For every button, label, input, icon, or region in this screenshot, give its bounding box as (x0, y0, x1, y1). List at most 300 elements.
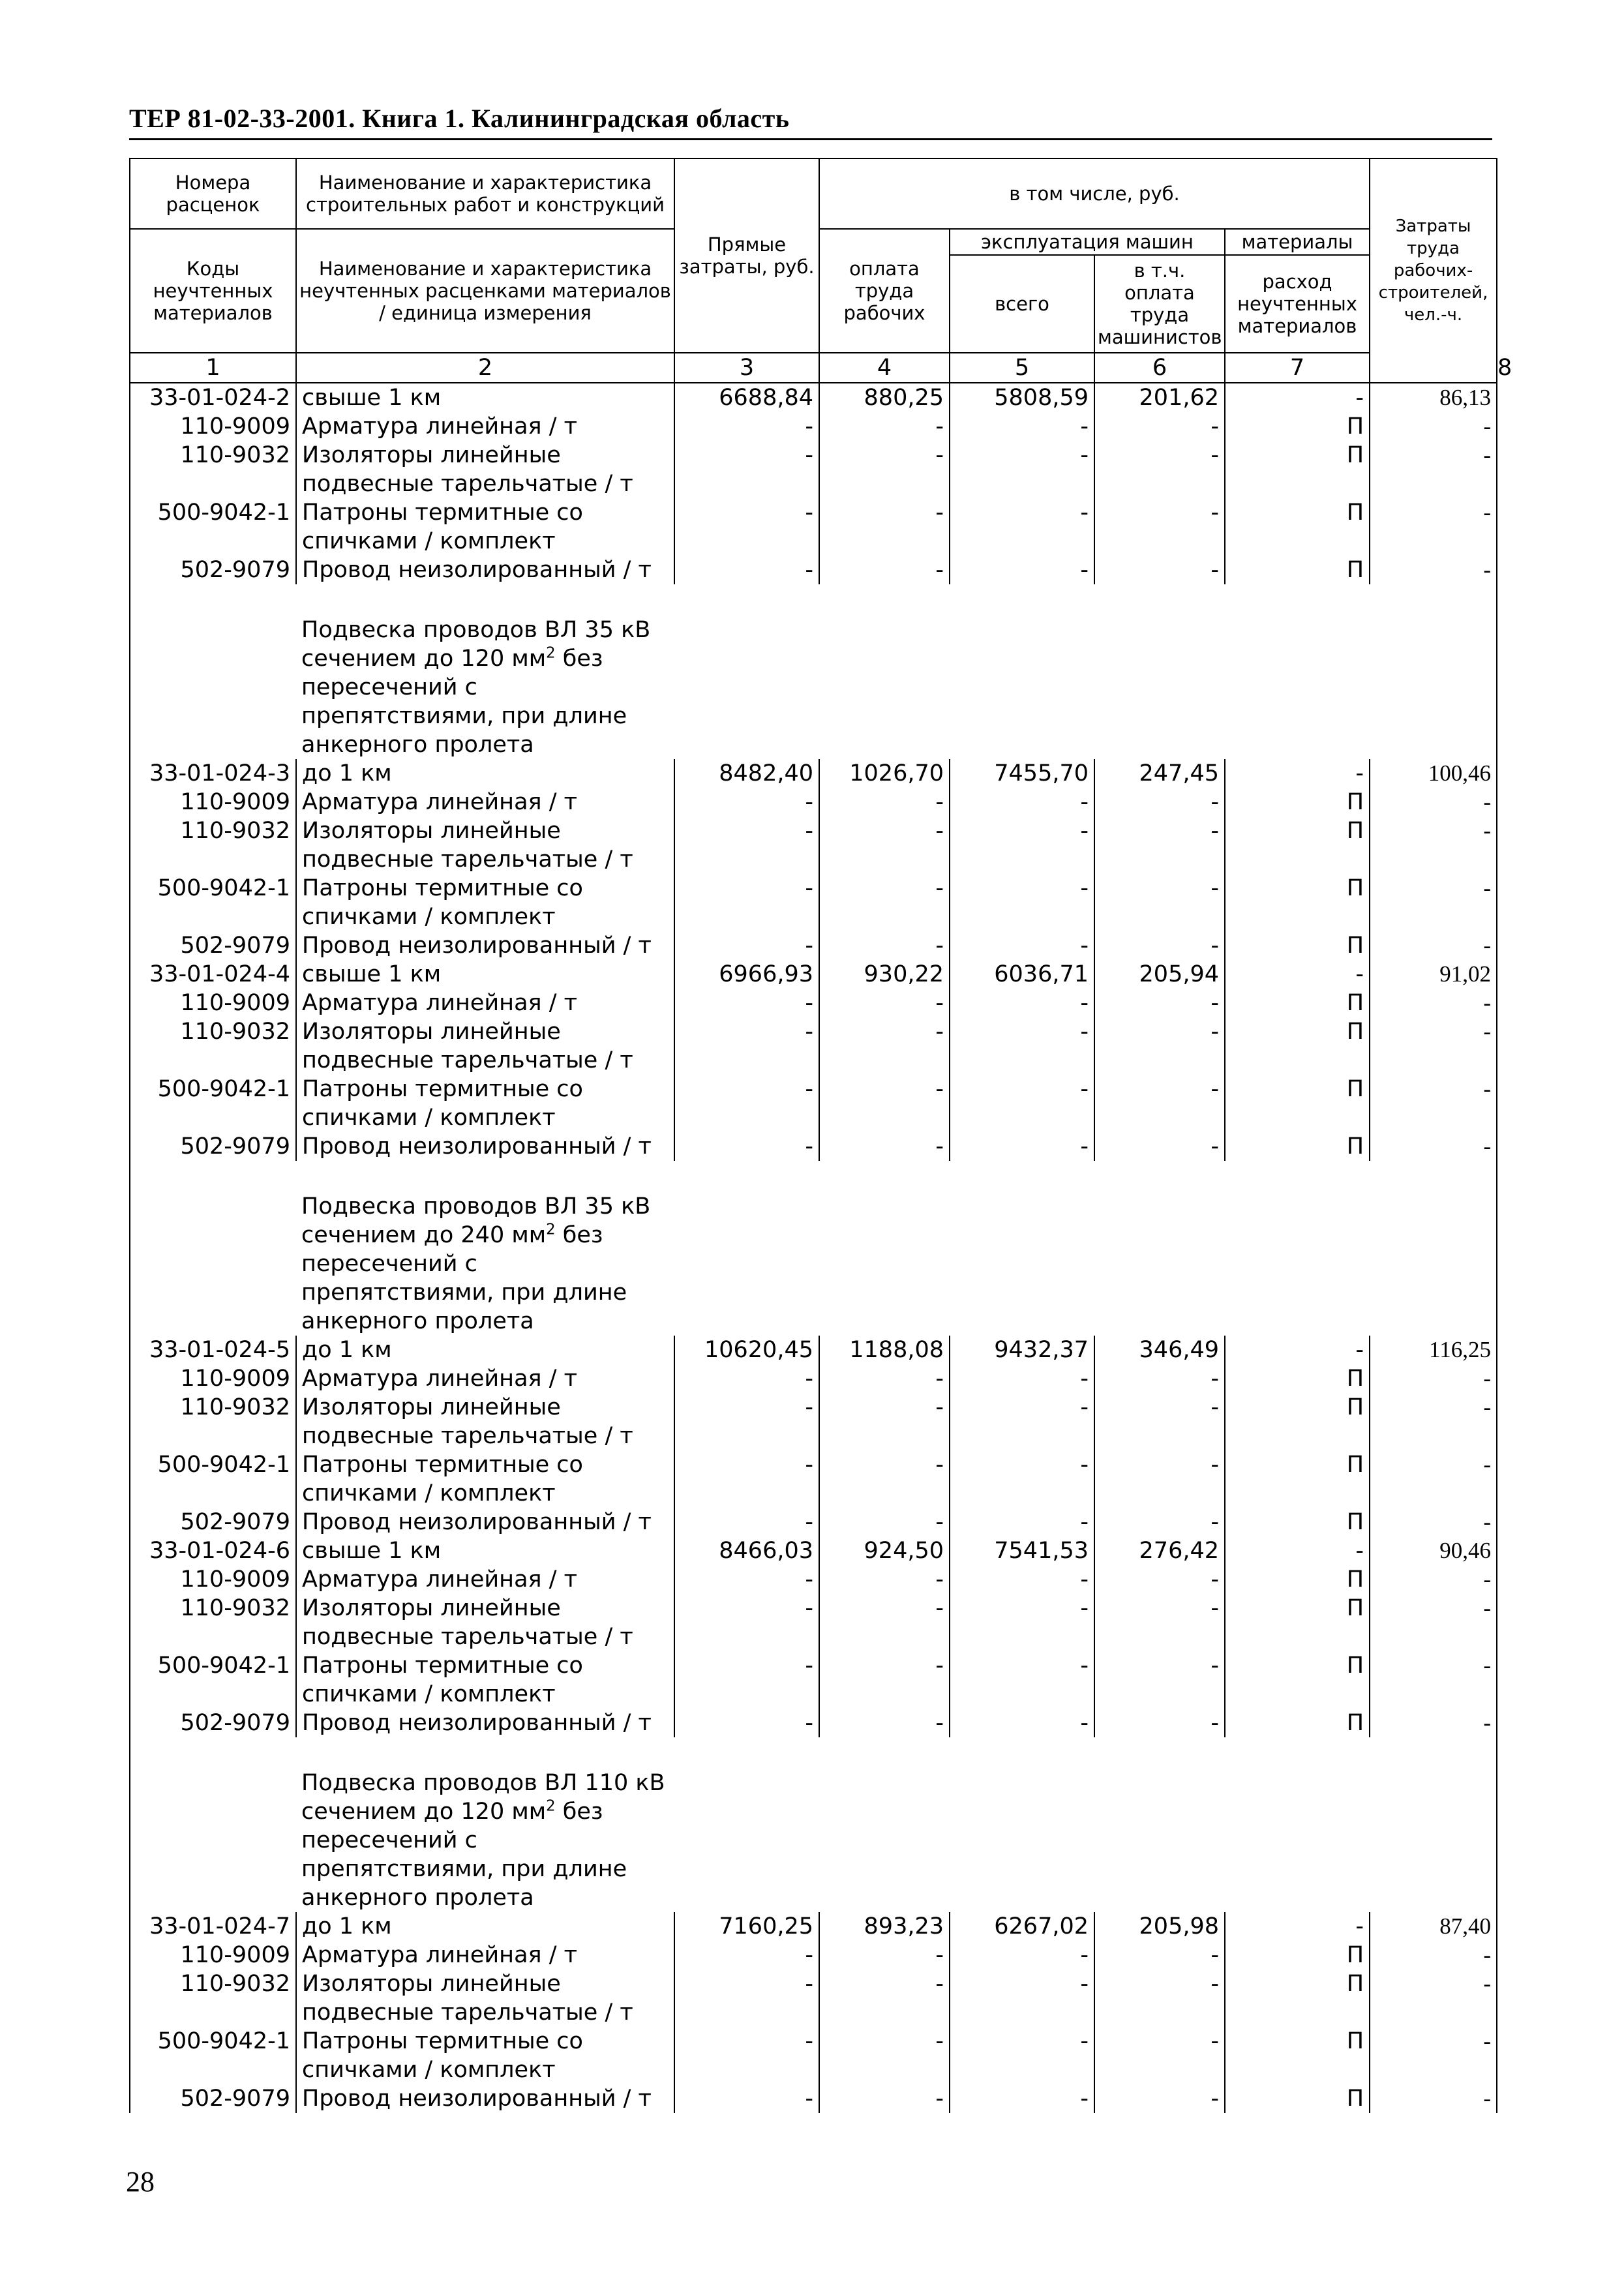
material-code: 110-9009 (130, 1364, 296, 1393)
machine-wages-cell: - (1094, 2084, 1225, 2113)
material-row (130, 1594, 1497, 1651)
col-num-6: 6 (1094, 353, 1225, 383)
wages-cell: 1188,08 (819, 1336, 950, 1364)
col-num-1: 1 (130, 353, 296, 383)
direct-costs-cell: - (674, 498, 819, 556)
group-heading-superscript: 2 (546, 1797, 556, 1815)
direct-costs-cell: - (674, 816, 819, 874)
table-header (130, 158, 1512, 383)
group-heading-text-tail: без пересечений с препятствиями, при длине анкерного пролета (301, 1799, 627, 1911)
wages-cell: - (819, 1969, 950, 2027)
wages-cell: - (819, 1508, 950, 1536)
group-heading-title (296, 584, 1497, 759)
material-code: 500-9042-1 (130, 1651, 296, 1709)
wages-cell: - (819, 1941, 950, 1969)
wages-cell: - (819, 874, 950, 931)
direct-costs-cell: - (674, 1450, 819, 1508)
direct-costs-cell: - (674, 1941, 819, 1969)
machine-total-cell: - (950, 788, 1094, 816)
material-row (130, 412, 1497, 441)
col-materials: материалы (1225, 229, 1370, 255)
material-name: Арматура линейная / т (296, 1565, 674, 1594)
machine-wages-cell: - (1094, 412, 1225, 441)
machine-wages-cell: - (1094, 1017, 1225, 1075)
direct-costs-cell: - (674, 1132, 819, 1161)
machine-total-cell: - (950, 498, 1094, 556)
machine-total-cell: 7455,70 (950, 759, 1094, 788)
wages-cell: - (819, 1393, 950, 1450)
material-row (130, 1565, 1497, 1594)
machine-total-cell: - (950, 1565, 1094, 1594)
direct-costs-cell: - (674, 2027, 819, 2084)
labor-cell: - (1370, 1941, 1497, 1969)
materials-cell: П (1225, 412, 1370, 441)
machine-wages-cell: - (1094, 1132, 1225, 1161)
direct-costs-cell: - (674, 931, 819, 960)
machine-wages-cell: - (1094, 1941, 1225, 1969)
machine-total-cell: - (950, 1709, 1094, 1737)
materials-cell: П (1225, 1709, 1370, 1737)
direct-costs-cell: 6688,84 (674, 383, 819, 412)
material-row (130, 931, 1497, 960)
rate-row (130, 960, 1497, 989)
material-code: 110-9009 (130, 1941, 296, 1969)
rate-name: до 1 км (296, 1336, 674, 1364)
machine-total-cell: - (950, 441, 1094, 498)
machine-wages-cell: - (1094, 874, 1225, 931)
materials-cell: П (1225, 2084, 1370, 2113)
material-row (130, 989, 1497, 1017)
materials-cell: П (1225, 441, 1370, 498)
direct-costs-cell: - (674, 1075, 819, 1132)
direct-costs-cell: - (674, 1709, 819, 1737)
wages-cell: - (819, 498, 950, 556)
machine-wages-cell: - (1094, 2027, 1225, 2084)
labor-cell: - (1370, 1450, 1497, 1508)
material-name: Арматура линейная / т (296, 412, 674, 441)
material-code: 110-9009 (130, 989, 296, 1017)
machine-wages-cell: - (1094, 1709, 1225, 1737)
labor-cell: - (1370, 412, 1497, 441)
group-heading-row (130, 1737, 1497, 1912)
material-name: Провод неизолированный / т (296, 556, 674, 584)
machine-total-cell: - (950, 412, 1094, 441)
material-row (130, 1651, 1497, 1709)
direct-costs-cell: - (674, 1364, 819, 1393)
machine-wages-cell: - (1094, 1364, 1225, 1393)
materials-cell: П (1225, 1132, 1370, 1161)
labor-cell: - (1370, 1709, 1497, 1737)
material-name: Патроны термитные со спичками / комплект (296, 498, 674, 556)
machine-total-cell: - (950, 1132, 1094, 1161)
machine-total-cell: - (950, 1651, 1094, 1709)
material-row (130, 874, 1497, 931)
machine-total-cell: - (950, 1450, 1094, 1508)
direct-costs-cell: - (674, 556, 819, 584)
materials-cell: - (1225, 960, 1370, 989)
material-code: 110-9032 (130, 1969, 296, 2027)
wages-cell: - (819, 1594, 950, 1651)
material-name: Арматура линейная / т (296, 1941, 674, 1969)
machine-total-cell: - (950, 931, 1094, 960)
material-name: Провод неизолированный / т (296, 1508, 674, 1536)
material-code: 502-9079 (130, 1709, 296, 1737)
material-name: Патроны термитные со спичками / комплект (296, 2027, 674, 2084)
labor-cell: - (1370, 1565, 1497, 1594)
direct-costs-cell: - (674, 1969, 819, 2027)
material-name: Изоляторы линейные подвесные тарельчатые / т (296, 1594, 674, 1651)
material-row (130, 498, 1497, 556)
material-code: 500-9042-1 (130, 1450, 296, 1508)
wages-cell: - (819, 2084, 950, 2113)
col-material-name: Наименование и характеристика неучтенных расценками материалов / единица измерения (296, 229, 674, 353)
material-name: Изоляторы линейные подвесные тарельчатые / т (296, 441, 674, 498)
direct-costs-cell: - (674, 788, 819, 816)
machine-total-cell: - (950, 1075, 1094, 1132)
machine-wages-cell: 346,49 (1094, 1336, 1225, 1364)
group-heading-text-tail: без пересечений с препятствиями, при длине анкерного пролета (301, 646, 627, 758)
col-materials-consumption: расход неучтенных материалов (1225, 255, 1370, 353)
wages-cell: - (819, 989, 950, 1017)
labor-cell: 116,25 (1370, 1336, 1497, 1364)
direct-costs-cell: 8482,40 (674, 759, 819, 788)
labor-cell: - (1370, 1969, 1497, 2027)
col-rate-numbers: Номера расценок (130, 158, 296, 229)
materials-cell: - (1225, 759, 1370, 788)
header-rule (129, 138, 1492, 140)
direct-costs-cell: - (674, 874, 819, 931)
rate-code: 33-01-024-5 (130, 1336, 296, 1364)
labor-cell: - (1370, 498, 1497, 556)
material-row (130, 1364, 1497, 1393)
labor-cell: - (1370, 1594, 1497, 1651)
machine-total-cell: - (950, 1941, 1094, 1969)
materials-cell: - (1225, 1336, 1370, 1364)
machine-total-cell: 6267,02 (950, 1912, 1094, 1941)
machine-total-cell: - (950, 874, 1094, 931)
direct-costs-cell: 8466,03 (674, 1536, 819, 1565)
materials-cell: П (1225, 931, 1370, 960)
col-num-5: 5 (950, 353, 1094, 383)
direct-costs-cell: - (674, 412, 819, 441)
col-labor: Затраты труда рабочих-строителей, чел.-ч. (1370, 158, 1497, 383)
labor-cell: - (1370, 441, 1497, 498)
machine-wages-cell: - (1094, 931, 1225, 960)
wages-cell: 924,50 (819, 1536, 950, 1565)
rate-name: свыше 1 км (296, 1536, 674, 1565)
wages-cell: - (819, 1364, 950, 1393)
direct-costs-cell: - (674, 2084, 819, 2113)
group-heading-text-main: Подвеска проводов ВЛ 110 кВ сечением до 120 мм (301, 1770, 665, 1825)
materials-cell: - (1225, 383, 1370, 412)
materials-cell: П (1225, 1508, 1370, 1536)
machine-wages-cell: - (1094, 1565, 1225, 1594)
col-num-3: 3 (674, 353, 819, 383)
col-work-name: Наименование и характеристика строительных работ и конструкций (296, 158, 674, 229)
direct-costs-cell: - (674, 989, 819, 1017)
machine-wages-cell: - (1094, 1969, 1225, 2027)
machine-total-cell: - (950, 1594, 1094, 1651)
direct-costs-cell: - (674, 1594, 819, 1651)
materials-cell: П (1225, 2027, 1370, 2084)
col-material-codes: Коды неучтенных материалов (130, 229, 296, 353)
labor-cell: - (1370, 1017, 1497, 1075)
wages-cell: - (819, 1450, 950, 1508)
machine-wages-cell: - (1094, 556, 1225, 584)
direct-costs-cell: 7160,25 (674, 1912, 819, 1941)
machine-wages-cell: - (1094, 498, 1225, 556)
material-row (130, 1075, 1497, 1132)
labor-cell: - (1370, 556, 1497, 584)
machine-wages-cell: - (1094, 441, 1225, 498)
materials-cell: П (1225, 1393, 1370, 1450)
direct-costs-cell: - (674, 1393, 819, 1450)
material-name: Патроны термитные со спичками / комплект (296, 1450, 674, 1508)
wages-cell: 893,23 (819, 1912, 950, 1941)
col-including: в том числе, руб. (819, 158, 1370, 229)
group-heading-superscript: 2 (546, 1221, 556, 1238)
wages-cell: - (819, 1017, 950, 1075)
rate-row (130, 1536, 1497, 1565)
group-heading-code-cell (130, 584, 296, 759)
group-heading-text-main: Подвеска проводов ВЛ 35 кВ сечением до 240 мм (301, 1193, 651, 1248)
wages-cell: - (819, 2027, 950, 2084)
wages-cell: - (819, 1132, 950, 1161)
labor-cell: - (1370, 2084, 1497, 2113)
machine-total-cell: 9432,37 (950, 1336, 1094, 1364)
materials-cell: П (1225, 1565, 1370, 1594)
materials-cell: П (1225, 816, 1370, 874)
material-code: 110-9032 (130, 1594, 296, 1651)
material-name: Изоляторы линейные подвесные тарельчатые / т (296, 1393, 674, 1450)
material-row (130, 441, 1497, 498)
col-wages: оплата труда рабочих (819, 229, 950, 353)
material-code: 500-9042-1 (130, 874, 296, 931)
wages-cell: - (819, 1709, 950, 1737)
table-body (130, 383, 1497, 2113)
group-heading-code-cell (130, 1161, 296, 1336)
wages-cell: - (819, 1651, 950, 1709)
labor-cell: - (1370, 1364, 1497, 1393)
material-name: Провод неизолированный / т (296, 1132, 674, 1161)
machine-total-cell: - (950, 1393, 1094, 1450)
direct-costs-cell: - (674, 1651, 819, 1709)
material-row (130, 1017, 1497, 1075)
rate-row (130, 759, 1497, 788)
direct-costs-cell: - (674, 1017, 819, 1075)
labor-cell: 90,46 (1370, 1536, 1497, 1565)
material-code: 502-9079 (130, 556, 296, 584)
machine-wages-cell: - (1094, 788, 1225, 816)
material-row (130, 1941, 1497, 1969)
rate-code: 33-01-024-3 (130, 759, 296, 788)
machine-wages-cell: 201,62 (1094, 383, 1225, 412)
material-code: 502-9079 (130, 2084, 296, 2113)
materials-cell: П (1225, 989, 1370, 1017)
machine-wages-cell: 205,94 (1094, 960, 1225, 989)
labor-cell: - (1370, 1132, 1497, 1161)
wages-cell: - (819, 441, 950, 498)
labor-cell: - (1370, 1075, 1497, 1132)
material-code: 110-9009 (130, 1565, 296, 1594)
wages-cell: - (819, 788, 950, 816)
direct-costs-cell: 10620,45 (674, 1336, 819, 1364)
material-code: 110-9032 (130, 816, 296, 874)
machine-wages-cell: - (1094, 1651, 1225, 1709)
labor-cell: - (1370, 816, 1497, 874)
col-machine-total: всего (950, 255, 1094, 353)
material-code: 500-9042-1 (130, 2027, 296, 2084)
rate-name: свыше 1 км (296, 960, 674, 989)
material-name: Провод неизолированный / т (296, 931, 674, 960)
material-row (130, 1393, 1497, 1450)
col-machine-wages: в т.ч. оплата труда машинистов (1094, 255, 1225, 353)
document-header-title: ТЕР 81-02-33-2001. Книга 1. Калининградская область (129, 104, 790, 133)
group-heading-text (301, 1769, 667, 1912)
group-heading-text-main: Подвеска проводов ВЛ 35 кВ сечением до 120 мм (301, 617, 651, 672)
labor-cell: - (1370, 2027, 1497, 2084)
materials-cell: - (1225, 1912, 1370, 1941)
materials-cell: П (1225, 1075, 1370, 1132)
wages-cell: 930,22 (819, 960, 950, 989)
materials-cell: П (1225, 498, 1370, 556)
rate-row (130, 1912, 1497, 1941)
direct-costs-cell: 6966,93 (674, 960, 819, 989)
group-heading-row (130, 1161, 1497, 1336)
labor-cell: - (1370, 874, 1497, 931)
wages-cell: - (819, 816, 950, 874)
material-code: 110-9009 (130, 412, 296, 441)
rate-code: 33-01-024-7 (130, 1912, 296, 1941)
material-code: 110-9032 (130, 1393, 296, 1450)
group-heading-code-cell (130, 1737, 296, 1912)
labor-cell: 91,02 (1370, 960, 1497, 989)
direct-costs-cell: - (674, 1565, 819, 1594)
direct-costs-cell: - (674, 1508, 819, 1536)
material-name: Арматура линейная / т (296, 1364, 674, 1393)
material-code: 500-9042-1 (130, 1075, 296, 1132)
materials-cell: П (1225, 1364, 1370, 1393)
group-heading-superscript: 2 (546, 644, 556, 662)
rate-code: 33-01-024-4 (130, 960, 296, 989)
machine-wages-cell: 205,98 (1094, 1912, 1225, 1941)
material-name: Арматура линейная / т (296, 989, 674, 1017)
machine-wages-cell: - (1094, 1075, 1225, 1132)
material-code: 502-9079 (130, 1132, 296, 1161)
wages-cell: 1026,70 (819, 759, 950, 788)
material-code: 502-9079 (130, 931, 296, 960)
wages-cell: - (819, 1075, 950, 1132)
machine-total-cell: - (950, 1508, 1094, 1536)
machine-total-cell: 5808,59 (950, 383, 1094, 412)
page-number: 28 (126, 2166, 155, 2198)
machine-total-cell: - (950, 556, 1094, 584)
labor-cell: 100,46 (1370, 759, 1497, 788)
machine-total-cell: - (950, 1969, 1094, 2027)
machine-total-cell: - (950, 1017, 1094, 1075)
machine-total-cell: - (950, 2027, 1094, 2084)
rate-name: свыше 1 км (296, 383, 674, 412)
material-name: Патроны термитные со спичками / комплект (296, 1075, 674, 1132)
machine-total-cell: 7541,53 (950, 1536, 1094, 1565)
column-numbers-row: 1 2 3 4 5 6 7 8 (130, 353, 1497, 383)
rates-table (129, 158, 1512, 2113)
materials-cell: П (1225, 1450, 1370, 1508)
group-heading-text (301, 616, 667, 759)
group-heading-text (301, 1192, 667, 1336)
material-row (130, 816, 1497, 874)
rate-name: до 1 км (296, 759, 674, 788)
materials-cell: П (1225, 1969, 1370, 2027)
machine-total-cell: - (950, 2084, 1094, 2113)
material-name: Изоляторы линейные подвесные тарельчатые / т (296, 1017, 674, 1075)
material-name: Изоляторы линейные подвесные тарельчатые / т (296, 1969, 674, 2027)
rate-name: до 1 км (296, 1912, 674, 1941)
labor-cell: - (1370, 788, 1497, 816)
col-direct-costs: Прямые затраты, руб. (674, 158, 819, 353)
machine-wages-cell: - (1094, 989, 1225, 1017)
rate-code: 33-01-024-6 (130, 1536, 296, 1565)
material-name: Патроны термитные со спичками / комплект (296, 1651, 674, 1709)
labor-cell: - (1370, 931, 1497, 960)
material-code: 500-9042-1 (130, 498, 296, 556)
material-row (130, 2027, 1497, 2084)
machine-wages-cell: - (1094, 1393, 1225, 1450)
machine-wages-cell: 276,42 (1094, 1536, 1225, 1565)
machine-wages-cell: 247,45 (1094, 759, 1225, 788)
group-heading-title (296, 1737, 1497, 1912)
col-num-2: 2 (296, 353, 674, 383)
materials-cell: П (1225, 874, 1370, 931)
material-row (130, 1132, 1497, 1161)
material-code: 110-9009 (130, 788, 296, 816)
wages-cell: - (819, 1565, 950, 1594)
materials-cell: П (1225, 1017, 1370, 1075)
material-row (130, 1969, 1497, 2027)
rate-code: 33-01-024-2 (130, 383, 296, 412)
direct-costs-cell: - (674, 441, 819, 498)
materials-cell: П (1225, 1594, 1370, 1651)
machine-wages-cell: - (1094, 1450, 1225, 1508)
material-row (130, 1450, 1497, 1508)
labor-cell: - (1370, 1508, 1497, 1536)
material-name: Провод неизолированный / т (296, 1709, 674, 1737)
group-heading-row (130, 584, 1497, 759)
machine-wages-cell: - (1094, 816, 1225, 874)
group-heading-title (296, 1161, 1497, 1336)
materials-cell: П (1225, 1941, 1370, 1969)
labor-cell: - (1370, 989, 1497, 1017)
material-code: 110-9032 (130, 441, 296, 498)
col-num-7: 7 (1225, 353, 1370, 383)
wages-cell: 880,25 (819, 383, 950, 412)
machine-wages-cell: - (1094, 1594, 1225, 1651)
material-name: Арматура линейная / т (296, 788, 674, 816)
rate-row (130, 1336, 1497, 1364)
labor-cell: - (1370, 1651, 1497, 1709)
labor-cell: - (1370, 1393, 1497, 1450)
labor-cell: 86,13 (1370, 383, 1497, 412)
material-row (130, 788, 1497, 816)
wages-cell: - (819, 412, 950, 441)
col-machine-ops: эксплуатация машин (950, 229, 1225, 255)
materials-cell: - (1225, 1536, 1370, 1565)
machine-total-cell: - (950, 816, 1094, 874)
material-row (130, 2084, 1497, 2113)
labor-cell: 87,40 (1370, 1912, 1497, 1941)
machine-wages-cell: - (1094, 1508, 1225, 1536)
material-row (130, 1709, 1497, 1737)
